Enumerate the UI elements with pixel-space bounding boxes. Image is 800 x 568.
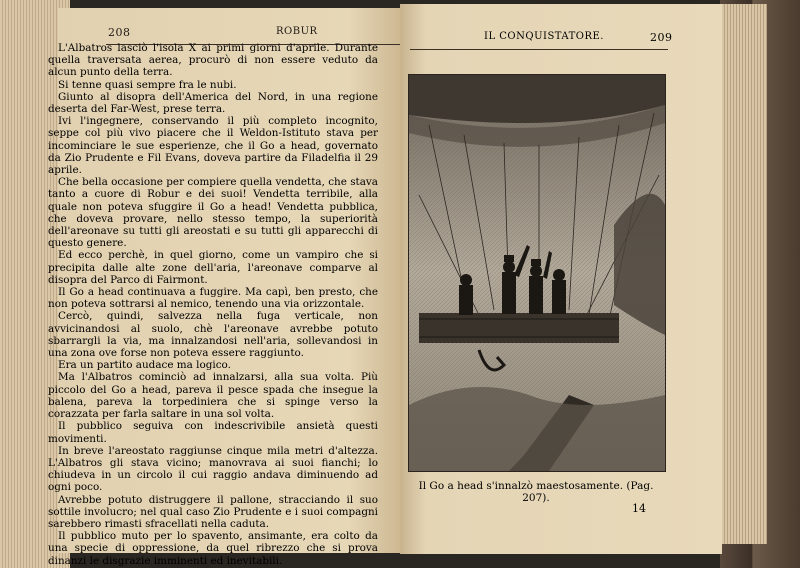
paragraph: Si tenne quasi sempre fra le nubi. xyxy=(58,78,237,91)
left-body-text xyxy=(48,42,378,567)
left-page-number: 208 xyxy=(108,26,131,39)
left-running-head: ROBUR xyxy=(276,26,318,37)
paragraph: Cercò, quindi, salvezza nella fuga verticale, non avvicinandosi al suolo, chè l'areonave avrebbe potuto sbarrargli la via, ma innalzandosi nell'aria, sollevandosi in una zona ove forse non poteva essere raggiunto. xyxy=(48,310,378,360)
paragraph: Che bella occasione per compiere quella vendetta, che stava tanto a cuore di Robur e dei suoi! Vendetta terribile, alla quale non poteva sfuggire il Go a head! Vendetta pubblica, che doveva provare, nello stesso tempo, la superiorità dell'areonave su tutti gli areostati e su tutti gli apparecchi di questo genere. xyxy=(48,176,378,250)
paragraph: Ivi l'ingegnere, conservando il più completo incognito, seppe col più vivo piacere che il Weldon-Istituto stava per incominciare le sue esperienze, che il Go a head, governato da Zio Prudente e Fil Evans, doveva partire da Filadelfia il 29 aprile. xyxy=(48,115,378,177)
signature-mark: 14 xyxy=(632,502,646,515)
paragraph: Il pubblico seguiva con indescrivibile ansietà questi movimenti. xyxy=(48,420,378,445)
paragraph: Era un partito audace ma logico. xyxy=(58,359,231,372)
illustration-caption: Il Go a head s'innalzò maestosamente. (Pag. 207). xyxy=(418,480,654,504)
right-page-number: 209 xyxy=(650,31,673,44)
paragraph: Ed ecco perchè, in quel giorno, come un vampiro che si precipita dalle alte zone dell'aria, l'areonave comparve al disopra del Parco di Fairmont. xyxy=(48,249,378,286)
paragraph: Il pubblico muto per lo spavento, ansimante, era colto da una specie di oppressione, da quel ribrezzo che si prova dinanzi le disgrazie imminenti ed inevitabili. xyxy=(48,530,378,567)
right-book-cover xyxy=(720,0,800,568)
paragraph: In breve l'areostato raggiunse cinque mila metri d'altezza. L'Albatros gli stava vicino; manovrava ai suoi fianchi; lo chiudeva in un circolo il cui raggio andava diminuendo ad ogni poco. xyxy=(48,444,378,494)
paragraph: Ma l'Albatros cominciò ad innalzarsi, alla sua volta. Più piccolo del Go a head, pareva il pesce spada che insegue la balena, pareva la torpediniera che si spinge verso la corazzata per farla saltare in una sol volta. xyxy=(48,371,378,421)
engraving-illustration xyxy=(408,74,666,472)
paragraph: L'Albatros lasciò l'isola X ai primi giorni d'aprile. Durante quella traversata aerea, procurò di non essere veduto da alcun punto della terra. xyxy=(48,42,378,79)
right-header-rule xyxy=(410,49,668,50)
balloon-gondola-engraving xyxy=(409,75,665,471)
right-running-head: IL CONQUISTATORE. xyxy=(484,31,604,42)
paragraph: Giunto al disopra dell'America del Nord, in una regione deserta del Far-West, prese terra. xyxy=(48,90,378,116)
paragraph: Il Go a head continuava a fuggire. Ma capì, ben presto, che non poteva sottrarsi al nemico, tenendo una via orizzontale. xyxy=(48,286,378,311)
paragraph: Avrebbe potuto distruggere il pallone, stracciando il suo sottile involucro; nel qual caso Zio Prudente e i suoi compagni sarebbero rimasti sfracellati nella caduta. xyxy=(48,493,378,530)
